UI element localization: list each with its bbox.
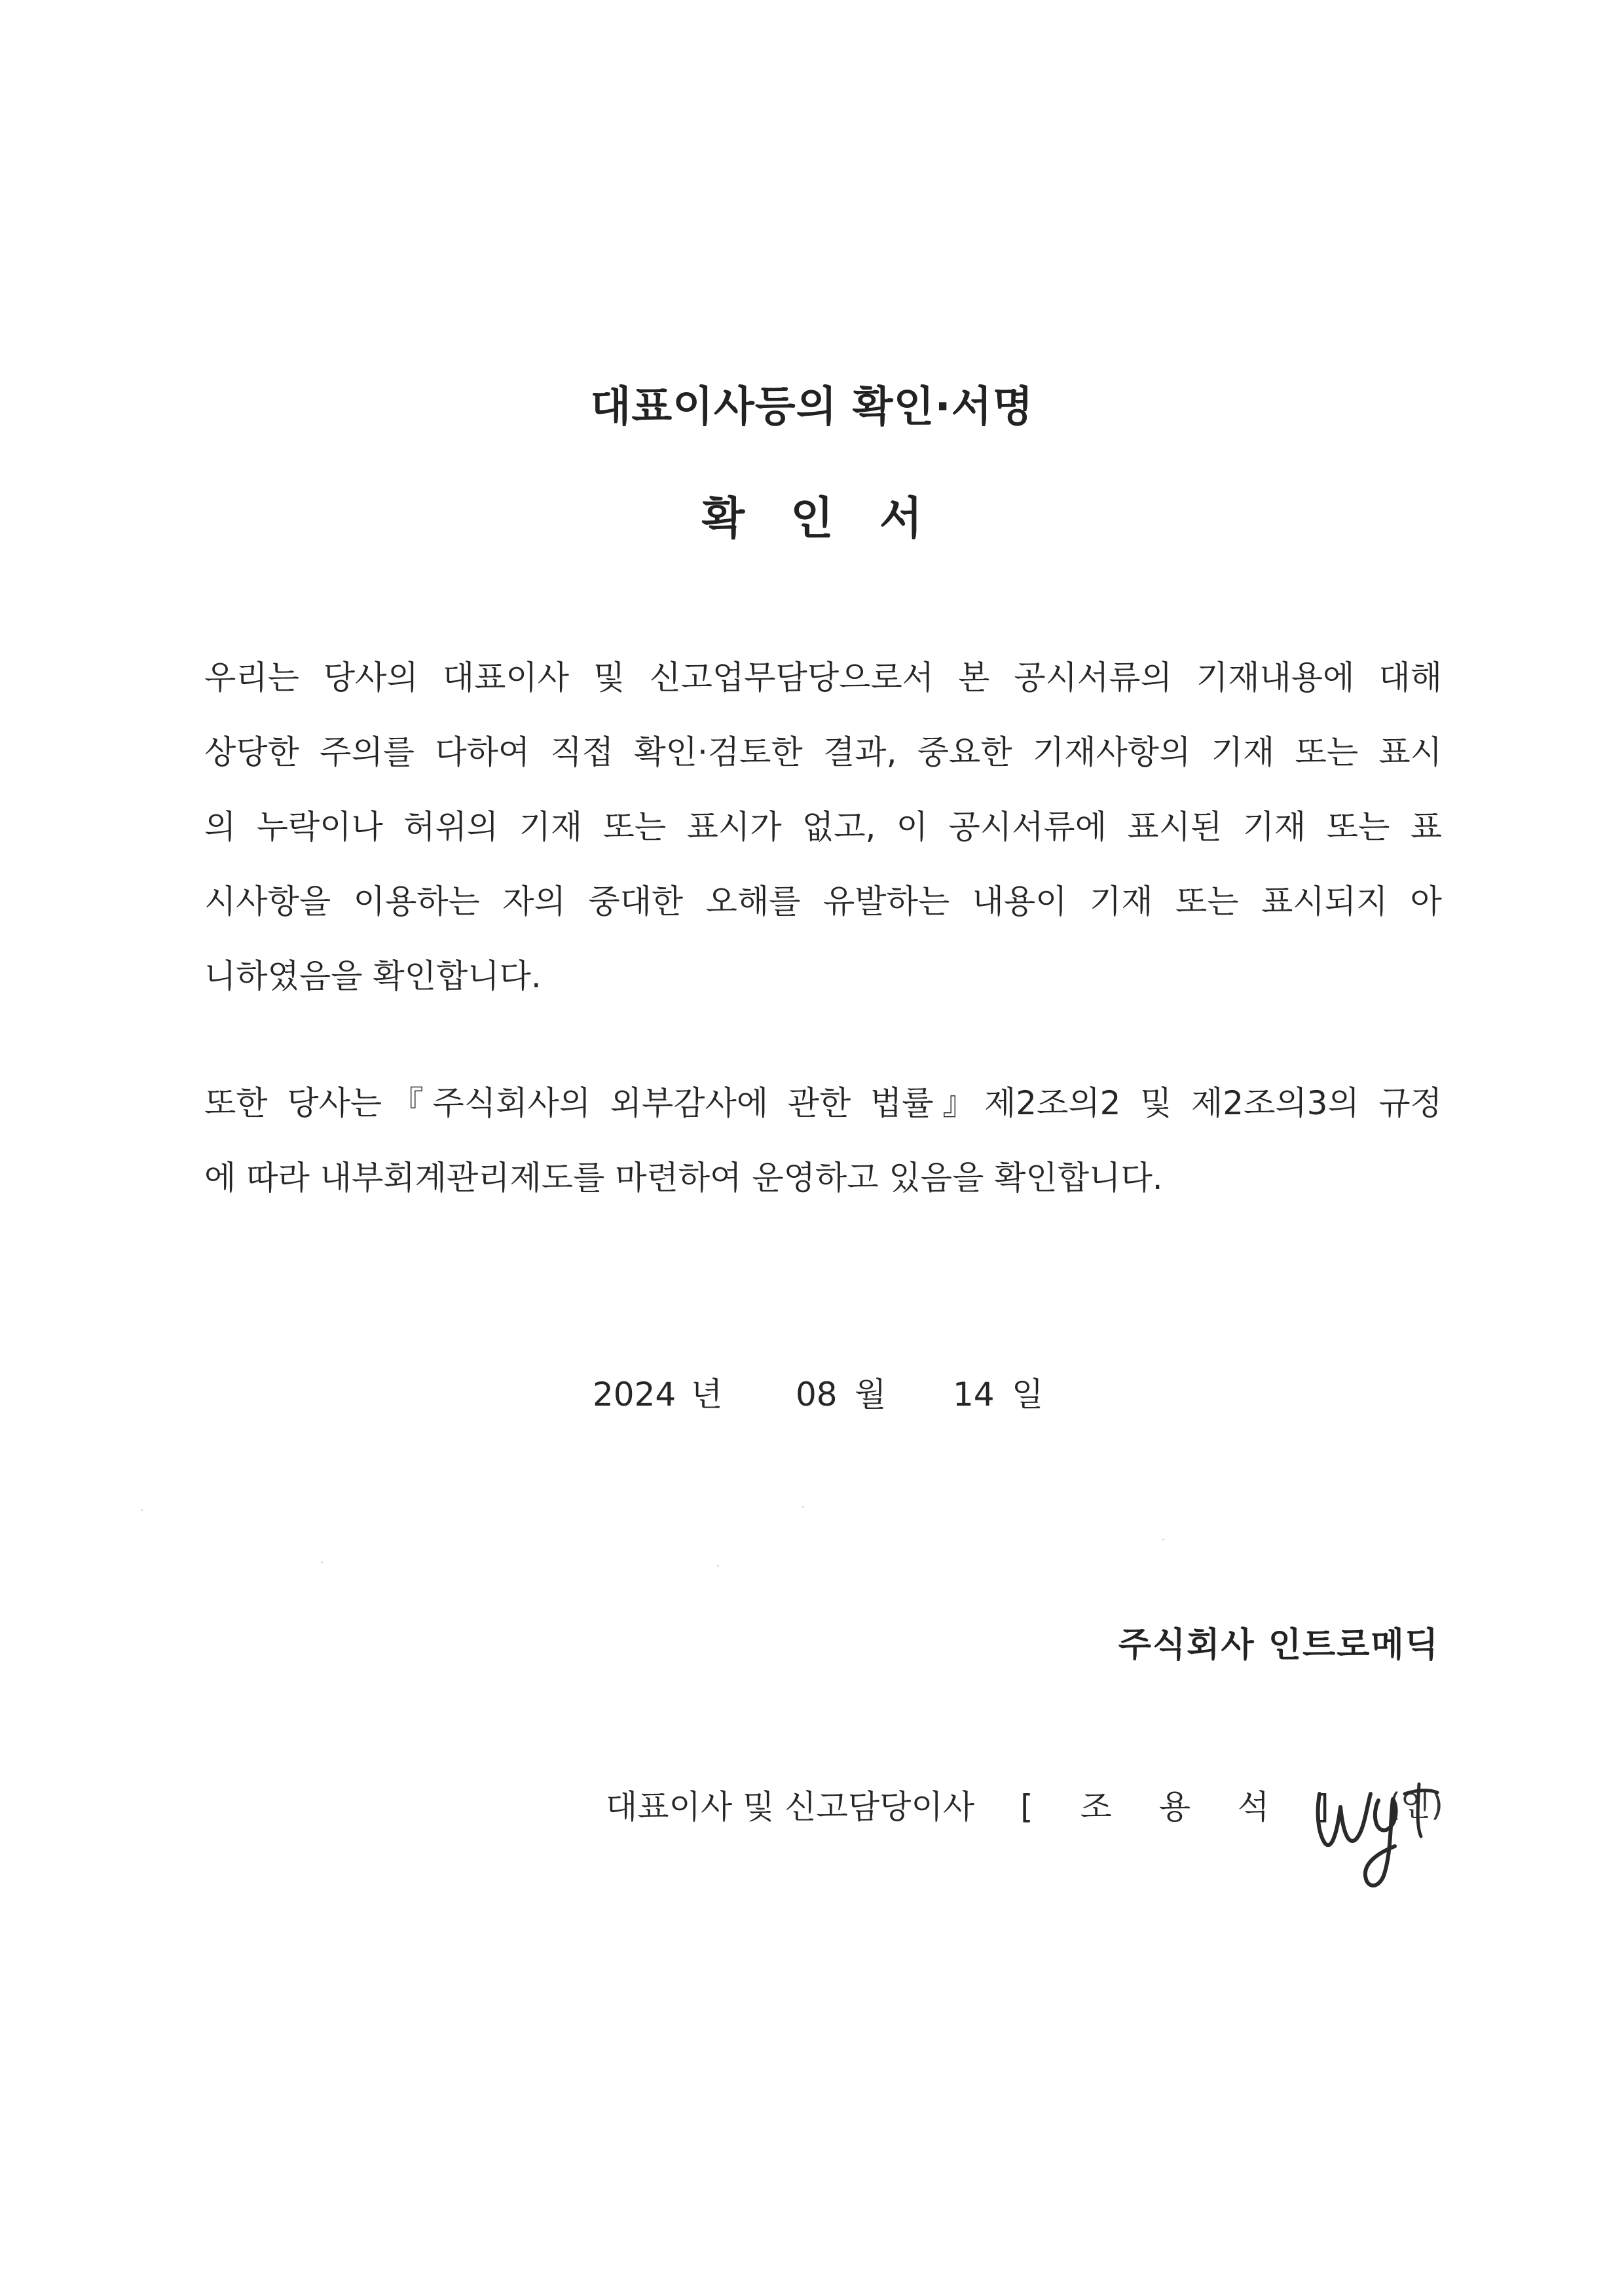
company-name: 주식회사 인트로메딕 — [1118, 1626, 1439, 1665]
paragraph-line: 에 따라 내부회계관리제도를 마련하여 운영하고 있음을 확인합니다. — [204, 1159, 1163, 1197]
date-year-label: 년 — [691, 1376, 723, 1413]
date-month: 08 — [796, 1376, 838, 1413]
scan-speck — [802, 1506, 804, 1508]
scan-speck — [321, 1561, 323, 1563]
paragraph-line: 우리는 당사의 대표이사 및 신고업무담당으로서 본 공시서류의 기재내용에 대해 — [204, 659, 1442, 697]
paragraph-line: 시사항을 이용하는 자의 중대한 오해를 유발하는 내용이 기재 또는 표시되지 아 — [204, 883, 1442, 920]
seal-mark: (인) — [1388, 1787, 1443, 1823]
internal-control-paragraph — [204, 1066, 1442, 1215]
paragraph-line: 의 누락이나 허위의 기재 또는 표시가 없고, 이 공시서류에 표시된 기재 또는 표 — [204, 808, 1442, 846]
date-year: 2024 — [593, 1376, 676, 1413]
paragraph-line: 상당한 주의를 다하여 직접 확인·검토한 결과, 중요한 기재사항의 기재 또는 표시 — [204, 733, 1442, 771]
signatory-name: [ 조 용 석 ] — [1020, 1788, 1348, 1826]
date-day: 14 — [953, 1376, 995, 1413]
handwritten-signature — [1306, 1755, 1457, 1899]
date-month-label: 월 — [855, 1376, 887, 1413]
document-date — [593, 1368, 1043, 1421]
paragraph-line: 니하였음을 확인합니다. — [204, 957, 542, 995]
scan-speck — [1162, 1539, 1164, 1540]
date-day-label: 일 — [1012, 1376, 1044, 1413]
confirmation-paragraph — [204, 640, 1442, 1013]
scan-speck — [717, 1565, 719, 1567]
document-subtitle: 확인서 — [701, 493, 969, 545]
scan-speck — [141, 1509, 143, 1511]
signatory-role: 대표이사 및 신고담당이사 — [606, 1788, 975, 1826]
document-title: 대표이사등의 확인·서명 — [590, 383, 1034, 431]
paragraph-line: 또한 당사는『주식회사의 외부감사에 관한 법률』제2조의2 및 제2조의3의 규정 — [204, 1084, 1442, 1122]
signatory-line — [606, 1781, 1348, 1828]
